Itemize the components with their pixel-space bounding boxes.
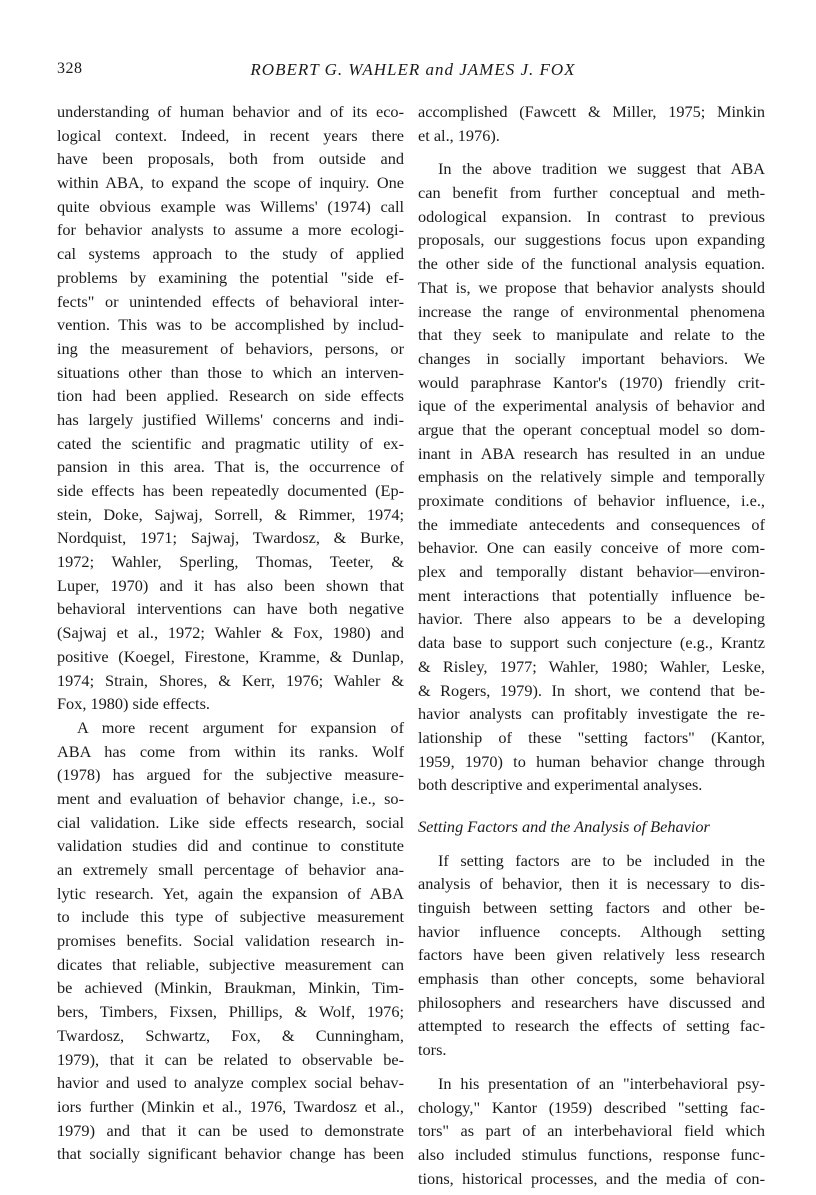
text-line: emphasis than other concepts, some behavioral — [418, 969, 765, 989]
text-line: lationship of these "setting factors" (Kantor, — [418, 727, 765, 747]
text-line: logical context. Indeed, in recent years there — [57, 125, 404, 145]
text-line: cal systems approach to the study of applied — [57, 244, 404, 264]
text-line: accomplished (Fawcett & Miller, 1975; Minkin — [418, 102, 765, 121]
text-line: In his presentation of an "interbehavioral psy- — [438, 1073, 765, 1093]
text-line: the other side of the functional analysis equation. — [418, 254, 765, 274]
text-line: iors further (Minkin et al., 1976, Twardosz et al., — [57, 1096, 404, 1116]
text-line: havior. There also appears to be a developing — [418, 609, 765, 629]
text-line: positive (Koegel, Firestone, Kramme, & Dunlap, — [57, 646, 404, 666]
right-column — [418, 100, 765, 1190]
text-line: A more recent argument for expansion of — [77, 717, 404, 737]
text-line: 1959, 1970) to human behavior change through — [418, 751, 765, 771]
text-line: philosophers and researchers have discussed and — [418, 992, 765, 1012]
text-line: tions, historical processes, and the media of con- — [418, 1168, 765, 1188]
text-line: that they seek to manipulate and relate to the — [418, 325, 765, 345]
text-line: that socially significant behavior change has been — [57, 1144, 404, 1164]
text-line: (Sajwaj et al., 1972; Wahler & Fox, 1980) and — [57, 623, 404, 643]
text-line: ique of the experimental analysis of behavior and — [418, 396, 765, 416]
text-line: both descriptive and experimental analyses. — [418, 775, 703, 795]
text-line: stein, Doke, Sajwaj, Sorrell, & Rimmer, 1974; — [57, 504, 404, 524]
page-number: 328 — [57, 60, 83, 77]
text-line: 1979), that it can be related to observable be- — [57, 1049, 404, 1069]
text-line: et al., 1976). — [418, 125, 500, 145]
paragraph — [418, 157, 765, 797]
text-line: That is, we propose that behavior analysts should — [418, 277, 765, 297]
page-header — [57, 60, 769, 84]
text-line: Fox, 1980) side effects. — [57, 694, 210, 714]
text-line: promises benefits. Social validation research in- — [57, 931, 404, 951]
text-line: also included stimulus functions, response func- — [418, 1144, 765, 1164]
text-line: data base to support such conjecture (e.g., Krantz — [418, 633, 765, 653]
text-line: havior and used to analyze complex social behav- — [57, 1073, 404, 1093]
text-line: pansion in this area. That is, the occurrence of — [57, 457, 404, 477]
text-line: & Rogers, 1979). In short, we contend that be- — [418, 680, 765, 700]
text-line: an extremely small percentage of behavior ana- — [57, 860, 404, 879]
text-line: tors" as part of an interbehavioral field which — [418, 1121, 765, 1141]
text-line: factors have been given relatively less research — [418, 945, 765, 965]
text-line: ABA has come from within its ranks. Wolf — [57, 741, 404, 761]
text-line: behavioral interventions can have both negative — [57, 599, 404, 619]
text-line: within ABA, to expand the scope of inquiry. One — [57, 173, 404, 193]
text-line: tors. — [418, 1040, 447, 1060]
text-line: If setting factors are to be included in the — [438, 850, 765, 870]
text-line: plex and temporally distant behavior—environ- — [418, 562, 765, 582]
text-line: odological expansion. In contrast to previous — [418, 206, 765, 226]
left-column — [57, 100, 404, 1166]
text-line: In the above tradition we suggest that ABA — [438, 159, 765, 179]
paragraph — [57, 716, 404, 1166]
text-line: dicates that reliable, subjective measurement can — [57, 954, 404, 974]
text-line: behavior. One can easily conceive of more com- — [418, 538, 765, 558]
text-line: problems by examining the potential "side ef- — [57, 267, 404, 287]
text-line: (1978) has argued for the subjective measure- — [57, 765, 404, 785]
text-line: proximate conditions of behavior influence, i.e., — [418, 491, 765, 510]
paragraph — [57, 100, 404, 716]
text-line: analysis of behavior, then it is necessary to dis- — [418, 874, 765, 894]
text-line: 1979) and that it can be used to demonstrate — [57, 1120, 404, 1140]
text-line: fects" or unintended effects of behavioral inter- — [57, 291, 404, 311]
section-heading: Setting Factors and the Analysis of Behavior — [418, 816, 710, 836]
text-line: tinguish between setting factors and other be- — [418, 898, 765, 917]
text-line: argue that the operant conceptual model so dom- — [418, 419, 765, 439]
text-line: changes in socially important behaviors. We — [418, 348, 765, 368]
text-line: would paraphrase Kantor's (1970) friendly crit- — [418, 372, 765, 392]
paragraph — [418, 849, 765, 1062]
text-line: cated the scientific and pragmatic utility of ex- — [57, 433, 404, 453]
text-line: chology," Kantor (1959) described "setting fac- — [418, 1097, 765, 1117]
paragraph — [418, 1072, 765, 1190]
text-line: the immediate antecedents and consequences of — [418, 514, 765, 534]
text-line: vention. This was to be accomplished by includ- — [57, 315, 404, 335]
text-line: validation studies did and continue to constitute — [57, 836, 404, 856]
text-line: side effects has been repeatedly documented (Ep- — [57, 481, 404, 500]
text-line: ment and evaluation of behavior change, i.e., so- — [57, 788, 404, 808]
text-line: havior influence concepts. Although setting — [418, 921, 765, 941]
text-line: cial validation. Like side effects research, social — [57, 812, 404, 832]
text-line: ment interactions that potentially influence be- — [418, 585, 765, 605]
text-line: 1972; Wahler, Sperling, Thomas, Teeter, & — [57, 552, 404, 572]
text-line: situations other than those to which an interven- — [57, 362, 404, 382]
text-line: tion had been applied. Research on side effects — [57, 386, 404, 406]
text-line: Twardosz, Schwartz, Fox, & Cunningham, — [57, 1025, 404, 1045]
text-line: increase the range of environmental phenomena — [418, 301, 765, 321]
text-line: & Risley, 1977; Wahler, 1980; Wahler, Leske, — [418, 656, 765, 676]
text-line: be achieved (Minkin, Braukman, Minkin, Tim- — [57, 978, 404, 998]
text-line: to include this type of subjective measurement — [57, 907, 404, 927]
text-line: 1974; Strain, Shores, & Kerr, 1976; Wahler & — [57, 670, 404, 690]
running-head: ROBERT G. WAHLER and JAMES J. FOX — [250, 60, 576, 79]
text-line: inant in ABA research has resulted in an undue — [418, 443, 765, 463]
text-line: lytic research. Yet, again the expansion of ABA — [57, 883, 404, 903]
text-line: for behavior analysts to assume a more ecologi- — [57, 220, 404, 240]
text-line: can benefit from further conceptual and meth- — [418, 183, 765, 203]
text-line: quite obvious example was Willems' (1974) call — [57, 196, 404, 216]
text-line: attempted to research the effects of setting fac- — [418, 1016, 765, 1036]
text-line: have been proposals, both from outside and — [57, 149, 404, 169]
text-line: proposals, our suggestions focus upon expanding — [418, 230, 765, 250]
text-line: Luper, 1970) and it has also been shown that — [57, 575, 404, 595]
paragraph — [418, 100, 765, 147]
text-line: bers, Timbers, Fixsen, Phillips, & Wolf, 1976; — [57, 1002, 404, 1022]
text-line: emphasis on the relatively simple and temporally — [418, 467, 765, 487]
text-line: ing the measurement of behaviors, persons, or — [57, 338, 404, 358]
text-line: havior analysts can profitably investigate the re- — [418, 704, 765, 724]
text-line: Nordquist, 1971; Sajwaj, Twardosz, & Burke, — [57, 528, 404, 548]
text-line: has largely justified Willems' concerns and indi- — [57, 409, 404, 429]
text-line: understanding of human behavior and of its eco- — [57, 102, 404, 121]
